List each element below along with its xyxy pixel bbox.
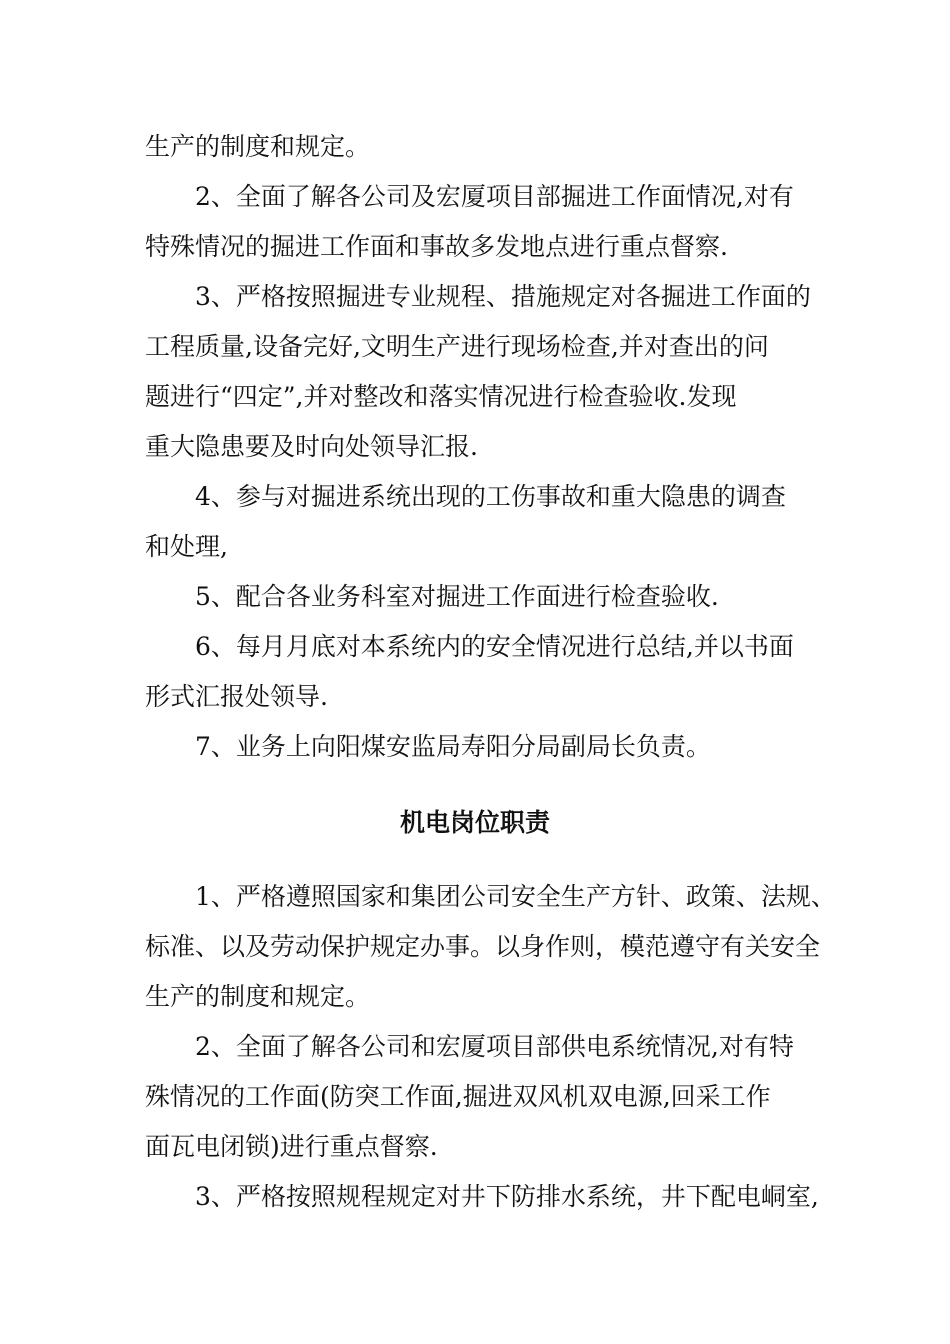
document-page: 生产的制度和规定。 2、全面了解各公司及宏厦项目部掘进工作面情况,对有 特殊情况的掘进工作面和事故多发地点进行重点督察. 3、严格按照掘进专业规程、措施规定对各掘进工作面的 工程质量,设备完好,文明生产进行现场检查,并对查出的问 题进行“四定”,并对整改和落实情况进行检查验收.发现 重大隐患要及时向处领导汇报. 4、参与对掘进系统出现的工伤事故和重大隐患的调查 和处理, 5、配合各业务科室对掘进工作面进行检查验收. 6、每月月底对本系统内的安全情况进行总结,并以书面 形式汇报处领导. 7、业务上向阳煤安监局寿阳分局副局长负责。 机电岗位职责 1、严格遵照国家和集团公司安全生产方针、政策、法规、 标准、以及劳动保护规定办事。以身作则，模范遵守有关安全 生产的制度和规定。 2、全面了解各公司和宏厦项目部供电系统情况,对有特 殊情况的工作面(防突工作面,掘进双风机双电源,回采工作 面瓦电闭锁)进行重点督察. 3、严格按照规程规定对井下防排水系统，井下配电峒室, bbox=[0, 0, 950, 1344]
section-title: 机电岗位职责 bbox=[399, 808, 550, 837]
